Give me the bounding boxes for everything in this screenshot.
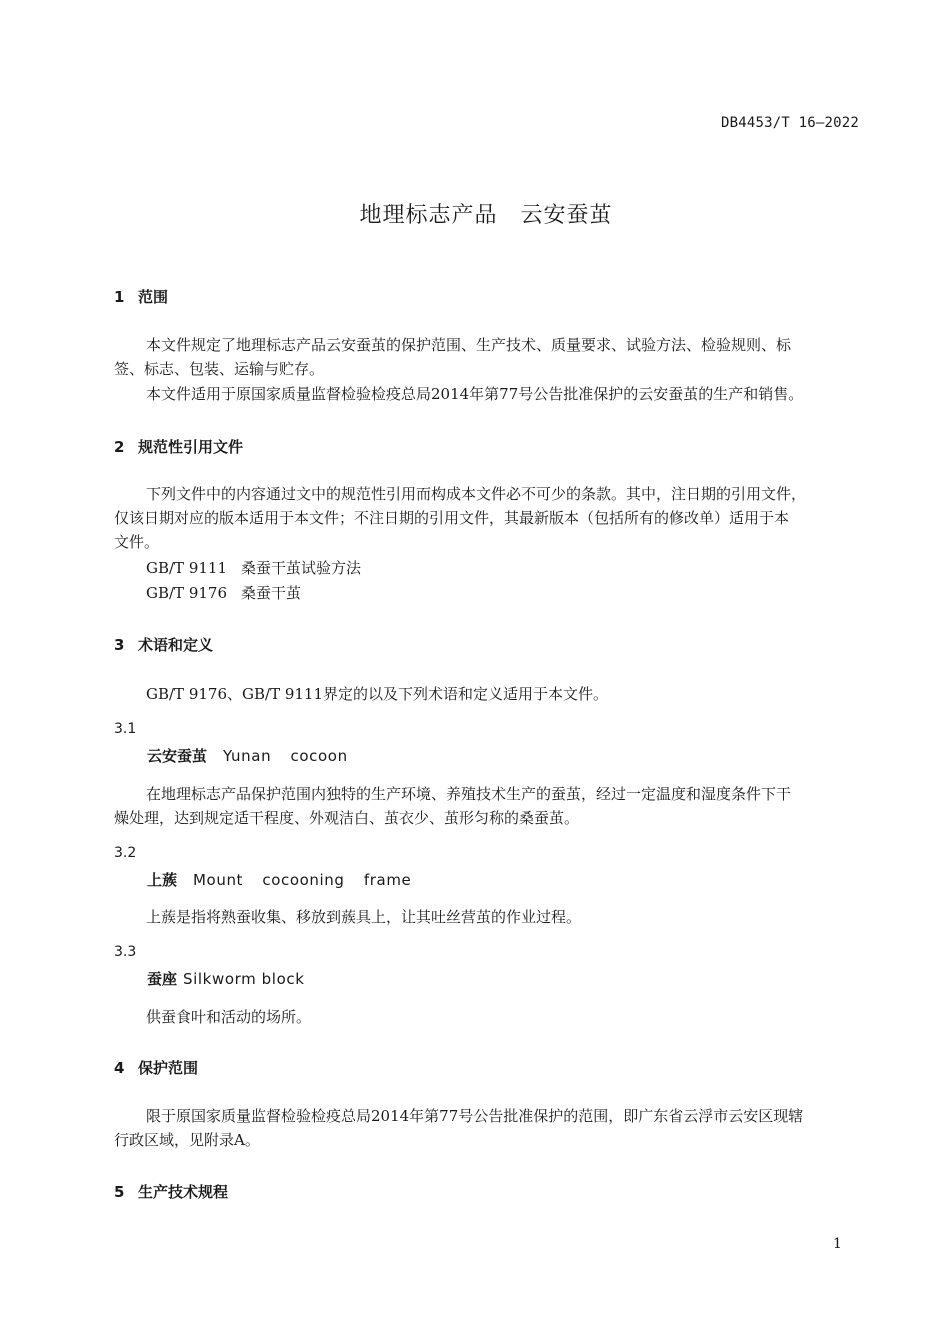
document-number: DB4453/T 16—2022 bbox=[720, 115, 859, 131]
term-chinese: 蚕座 bbox=[147, 970, 178, 988]
term-chinese: 云安蚕茧 bbox=[147, 747, 208, 765]
document-title: 地理标志产品 云安蚕茧 bbox=[359, 203, 613, 228]
section-3-intro: GB/T 9176、GB/T 9111界定的以及下列术语和定义适用于本文件。 bbox=[146, 685, 609, 703]
term-number: 3.1 bbox=[114, 721, 137, 737]
term-heading bbox=[147, 869, 411, 890]
section-1-paragraph-2: 本文件适用于原国家质量监督检验检疫总局2014年第77号公告批准保护的云安蚕茧的生产和销售。 bbox=[146, 385, 804, 403]
section-number: 5 bbox=[114, 1183, 125, 1201]
reference-code: GB/T 9176 bbox=[146, 584, 228, 602]
section-2-paragraph-1: 下列文件中的内容通过文中的规范性引用而构成本文件必不可少的条款。其中，注日期的引用文件， 仅该日期对应的版本适用于本文件；不注日期的引用文件，其最新版本（包括所有的修改单）适用于本 文件。 bbox=[114, 485, 807, 551]
term-heading bbox=[147, 745, 348, 766]
term-english: Silkworm block bbox=[183, 970, 305, 988]
term-definition: 在地理标志产品保护范围内独特的生产环境、养殖技术生产的蚕茧，经过一定温度和湿度条件下干 燥处理，达到规定适干程度、外观洁白、茧衣少、茧形匀称的桑蚕茧。 bbox=[114, 785, 792, 827]
reference-item bbox=[146, 582, 301, 603]
reference-name: 桑蚕干茧 bbox=[241, 584, 302, 602]
term-number: 3.3 bbox=[114, 944, 137, 960]
section-number: 3 bbox=[114, 636, 125, 654]
page-number: 1 bbox=[833, 1236, 842, 1252]
section-5-heading bbox=[114, 1181, 228, 1202]
section-title: 规范性引用文件 bbox=[138, 438, 244, 456]
term-definition: 上蔟是指将熟蚕收集、移放到蔟具上，让其吐丝营茧的作业过程。 bbox=[146, 908, 582, 926]
section-title: 术语和定义 bbox=[138, 636, 214, 654]
section-1-heading bbox=[114, 286, 168, 307]
section-title: 生产技术规程 bbox=[138, 1183, 229, 1201]
term-definition: 供蚕食叶和活动的场所。 bbox=[146, 1008, 312, 1026]
section-title: 保护范围 bbox=[138, 1059, 199, 1077]
reference-item bbox=[146, 557, 361, 578]
section-1-paragraph-1: 本文件规定了地理标志产品云安蚕茧的保护范围、生产技术、质量要求、试验方法、检验规则、标 签、标志、包装、运输与贮存。 bbox=[114, 336, 792, 378]
term-english: Mount cocooning frame bbox=[193, 871, 412, 889]
reference-code: GB/T 9111 bbox=[146, 559, 228, 577]
section-title: 范围 bbox=[138, 288, 169, 306]
term-number: 3.2 bbox=[114, 845, 137, 861]
section-number: 2 bbox=[114, 438, 125, 456]
section-4-heading bbox=[114, 1057, 198, 1078]
section-2-heading bbox=[114, 436, 243, 457]
section-number: 1 bbox=[114, 288, 125, 306]
reference-name: 桑蚕干茧试验方法 bbox=[241, 559, 362, 577]
section-4-paragraph-1: 限于原国家质量监督检验检疫总局2014年第77号公告批准保护的范围，即广东省云浮市云安区现辖 行政区域，见附录A。 bbox=[114, 1107, 804, 1149]
section-number: 4 bbox=[114, 1059, 125, 1077]
term-heading bbox=[147, 968, 305, 989]
term-chinese: 上蔟 bbox=[147, 871, 178, 889]
term-english: Yunan cocoon bbox=[223, 747, 348, 765]
section-3-heading bbox=[114, 634, 213, 655]
